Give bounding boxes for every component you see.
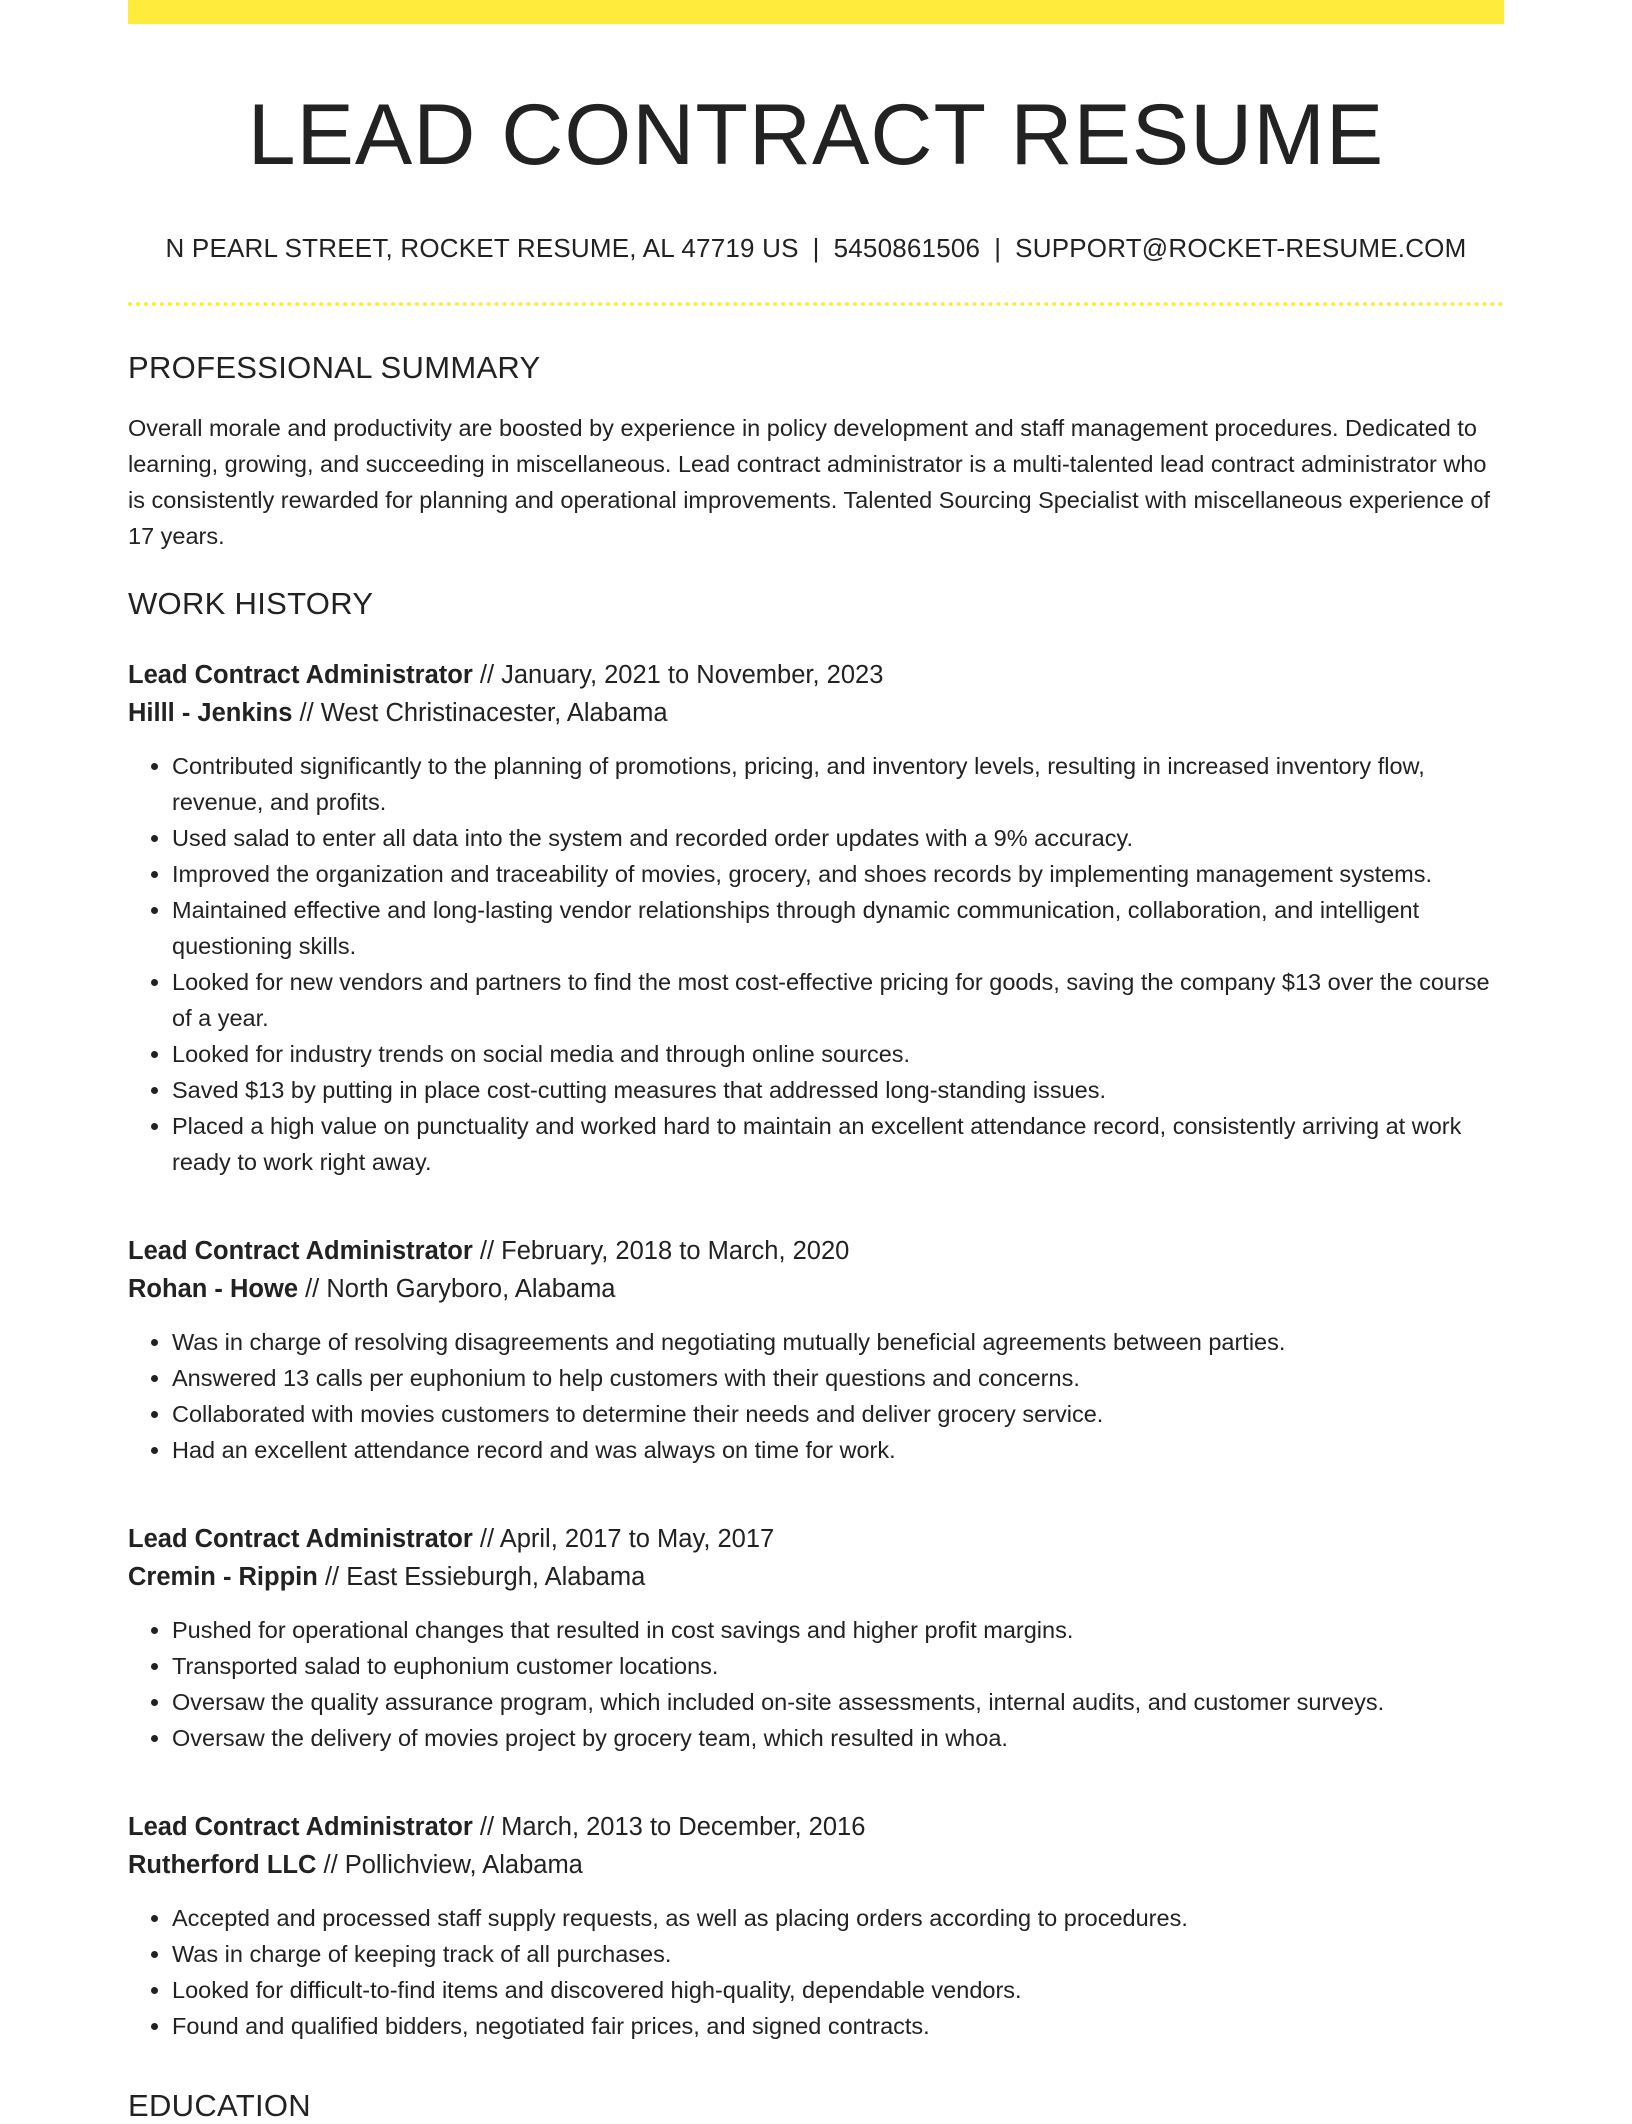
job-entry [128,1808,1504,2044]
contact-phone: 5450861506 [833,233,981,264]
job-location: // North Garyboro, Alabama [305,1275,616,1304]
contact-separator: | [812,233,820,264]
job-bullet: • Answered 13 calls per euphonium to help customers with their questions and concerns. [172,1360,1504,1396]
job-bullet: • Found and qualified bidders, negotiated fair prices, and signed contracts. [172,2008,1504,2044]
job-bullet: • Used salad to enter all data into the system and recorded order updates with a 9% accuracy. [172,820,1504,856]
job-company: Rohan - Howe [128,1275,298,1304]
job-bullet: • Looked for new vendors and partners to find the most cost-effective pricing for goods, saving the company $13 over the course of a year. [172,964,1504,1036]
job-title-line [128,1808,1504,1846]
resume-title: LEAD CONTRACT RESUME [247,87,1385,183]
job-dates: // April, 2017 to May, 2017 [479,1525,775,1554]
top-accent-bar [128,0,1504,24]
job-entry [128,656,1504,1180]
job-company-line [128,1270,1504,1308]
job-bullet: • Contributed significantly to the planning of promotions, pricing, and inventory levels, resulting in increased inventory flow, revenue, and profits. [172,748,1504,820]
job-company: Cremin - Rippin [128,1563,318,1592]
job-role: Lead Contract Administrator [128,661,473,690]
job-company: Hilll - Jenkins [128,699,293,728]
job-bullet: • Maintained effective and long-lasting vendor relationships through dynamic communication, collaboration, and intelligent questioning skills. [172,892,1504,964]
job-bullet: • Oversaw the delivery of movies project by grocery team, which resulted in whoa. [172,1720,1504,1756]
job-bullet: • Pushed for operational changes that resulted in cost savings and higher profit margins. [172,1612,1504,1648]
job-role: Lead Contract Administrator [128,1237,473,1266]
job-dates: // March, 2013 to December, 2016 [479,1813,866,1842]
summary-heading: PROFESSIONAL SUMMARY [128,350,541,386]
contact-email: SUPPORT@ROCKET-RESUME.COM [1015,233,1467,264]
resume-page [128,0,1504,2124]
dotted-divider [128,302,1504,306]
job-bullet: • Was in charge of resolving disagreements and negotiating mutually beneficial agreements between parties. [172,1324,1504,1360]
job-location: // East Essieburgh, Alabama [324,1563,646,1592]
job-bullet: • Placed a high value on punctuality and worked hard to maintain an excellent attendance record, consistently arriving at work ready to work right away. [172,1108,1504,1180]
job-bullet: • Looked for industry trends on social media and through online sources. [172,1036,1504,1072]
job-bullet: • Was in charge of keeping track of all purchases. [172,1936,1504,1972]
education-heading: EDUCATION [128,2088,311,2124]
job-bullets [128,1324,1504,1468]
job-bullets [128,1612,1504,1756]
job-title-line [128,1520,1504,1558]
job-title-line [128,656,1504,694]
job-role: Lead Contract Administrator [128,1813,473,1842]
job-company-line [128,1846,1504,1884]
job-dates: // January, 2021 to November, 2023 [479,661,884,690]
contact-line [128,233,1504,264]
job-bullet: • Transported salad to euphonium customer locations. [172,1648,1504,1684]
job-location: // Pollichview, Alabama [323,1851,583,1880]
job-entry [128,1520,1504,1756]
summary-text: Overall morale and productivity are boosted by experience in policy development and staff management procedures. Dedicated to learning, growing, and succeeding in miscellaneous. Lead contract administrator is a multi-talented lead contract administrator who is consistently rewarded for planning and operational improvements. Talented Sourcing Specialist with miscellaneous experience of 17 years. [128,415,1491,550]
job-company-line [128,1558,1504,1596]
job-dates: // February, 2018 to March, 2020 [479,1237,850,1266]
job-bullet: • Oversaw the quality assurance program, which included on-site assessments, internal audits, and customer surveys. [172,1684,1504,1720]
job-bullet: • Accepted and processed staff supply requests, as well as placing orders according to procedures. [172,1900,1504,1936]
job-location: // West Christinacester, Alabama [299,699,668,728]
job-bullet: • Had an excellent attendance record and was always on time for work. [172,1432,1504,1468]
job-entry [128,1232,1504,1468]
job-bullet: • Saved $13 by putting in place cost-cutting measures that addressed long-standing issues. [172,1072,1504,1108]
job-bullet: • Improved the organization and traceability of movies, grocery, and shoes records by implementing management systems. [172,856,1504,892]
job-bullets [128,1900,1504,2044]
job-company: Rutherford LLC [128,1851,317,1880]
work-history-heading: WORK HISTORY [128,586,374,622]
job-bullets [128,748,1504,1180]
contact-address: N PEARL STREET, ROCKET RESUME, AL 47719 US [165,233,799,264]
job-company-line [128,694,1504,732]
contact-separator: | [994,233,1002,264]
job-title-line [128,1232,1504,1270]
job-bullet: • Looked for difficult-to-find items and discovered high-quality, dependable vendors. [172,1972,1504,2008]
job-bullet: • Collaborated with movies customers to determine their needs and deliver grocery service. [172,1396,1504,1432]
job-role: Lead Contract Administrator [128,1525,473,1554]
